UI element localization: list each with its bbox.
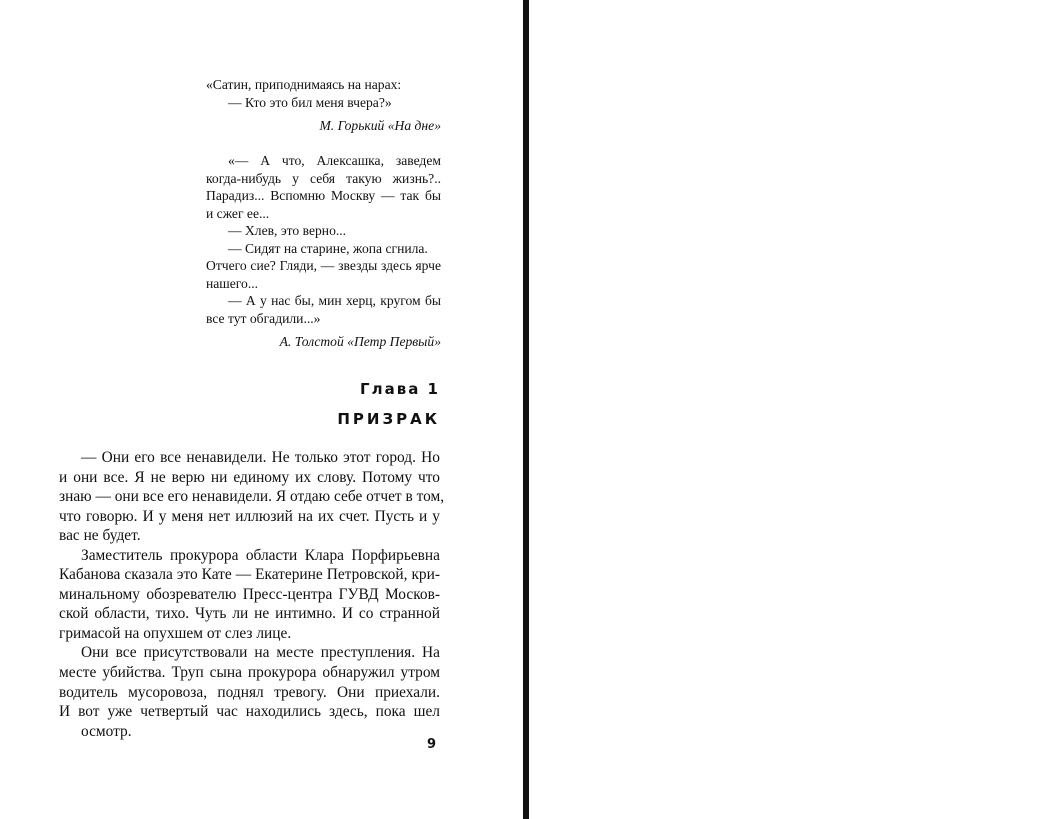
epigraph-line: — Сидят на старине, жопа сгнила. bbox=[228, 240, 428, 256]
text-line: вас не будет. bbox=[59, 527, 141, 545]
text-line: и они все. Я не верю ни единому их слову. Потому что bbox=[59, 468, 440, 486]
epigraph-line: «— А что, Алексашка, заведем bbox=[228, 153, 441, 168]
text-line: знаю — они все его ненавидели. Я отдаю себе отчет в том, bbox=[59, 488, 445, 506]
text-line: водитель мусоровоза, поднял тревогу. Они приехали. bbox=[59, 683, 440, 701]
epigraph-line: все тут обгадили...» bbox=[206, 310, 321, 326]
chapter-number: Глава 1 bbox=[360, 380, 440, 398]
epigraph-line: и сжег ее... bbox=[206, 205, 270, 221]
epigraph-line: — Хлев, это верно... bbox=[228, 223, 347, 238]
text-line: Заместитель прокурора области Клара Порфирьевна bbox=[81, 546, 440, 564]
epigraph-line: «Сатин, приподнимаясь на нарах: bbox=[206, 77, 402, 92]
epigraph-tolstoy bbox=[206, 152, 441, 351]
text-line: — Они его все ненавидели. Не только этот город. Но bbox=[81, 449, 440, 466]
epigraph-line: — Кто это бил меня вчера?» bbox=[228, 94, 392, 110]
text-line: гримасой на опухшем от слез лице. bbox=[59, 624, 292, 642]
text-line: Кабанова сказала это Кате — Екатерине Петровской, кри- bbox=[59, 566, 440, 584]
epigraph-line: — А у нас бы, мин херц, кругом бы bbox=[228, 293, 441, 308]
epigraph-line: Отчего сие? Гляди, — звезды здесь ярче bbox=[206, 258, 441, 273]
text-line: ской области, тихо. Чуть ли не интимно. И со странной bbox=[59, 605, 440, 623]
epigraph-line: нашего... bbox=[206, 275, 259, 291]
text-line: И вот уже четвертый час находились здесь, пока шел bbox=[59, 703, 440, 721]
left-page-text bbox=[59, 448, 445, 741]
left-page bbox=[0, 0, 523, 819]
text-line: Они все присутствовали на месте преступления. На bbox=[81, 644, 440, 662]
text-line: осмотр. bbox=[81, 722, 132, 740]
epigraph-line: когда-нибудь у себя такую жизнь?.. bbox=[206, 170, 441, 186]
epigraph-line: Парадиз... Вспомню Москву — так бы bbox=[206, 188, 441, 203]
text-line: месте убийства. Труп сына прокурора обнаружил утром bbox=[59, 664, 440, 682]
text-line: что говорю. И у меня нет иллюзий на их счет. Пусть и у bbox=[59, 507, 440, 525]
text-line: минальному обозревателю Пресс-центра ГУВД Москов- bbox=[59, 585, 440, 603]
chapter-title: ПРИЗРАК bbox=[337, 410, 440, 428]
page-number-left: 9 bbox=[427, 737, 437, 752]
right-page bbox=[529, 0, 1052, 819]
epigraph-gorky bbox=[206, 76, 441, 135]
epigraph-author: А. Толстой «Петр Первый» bbox=[279, 334, 441, 349]
epigraph-author: М. Горький «На дне» bbox=[319, 118, 441, 133]
